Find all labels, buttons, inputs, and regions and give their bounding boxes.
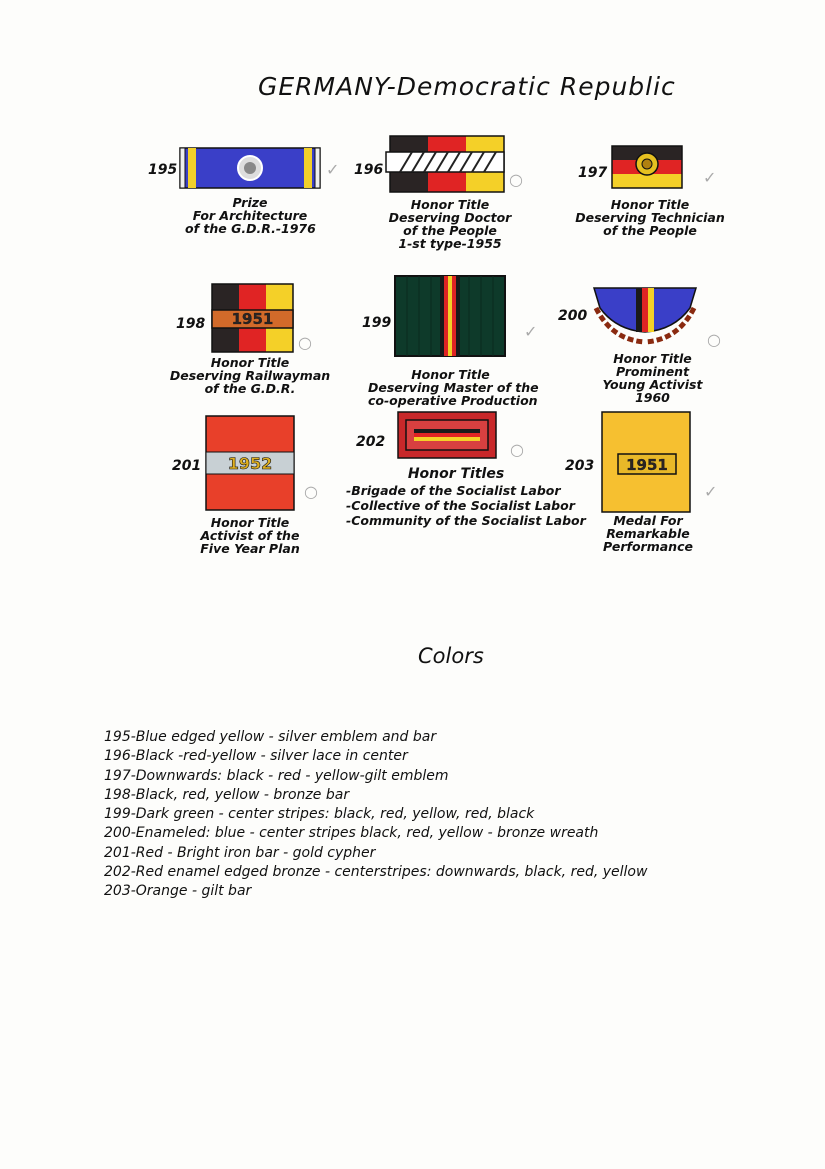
ribbon-caption-201: Honor Title Activist of the Five Year Plan	[200, 515, 300, 556]
ribbon-caption-199: Honor Title Deserving Master of the co-operative Production	[368, 367, 539, 408]
ribbon-195	[180, 148, 320, 190]
ribbon-202	[398, 412, 498, 460]
ribbon-caption-197: Honor Title Deserving Technician of the People	[575, 197, 725, 238]
ribbon-number-196: 196	[354, 162, 384, 178]
colors-heading: Colors	[418, 644, 484, 668]
legend-line: 201-Red - Bright iron bar - gold cypher	[104, 844, 376, 861]
page-title: GERMANY-Democratic Republic	[258, 72, 676, 101]
check-mark-199: ✓	[524, 322, 538, 341]
check-mark-196: ○	[509, 170, 523, 189]
color-legend	[104, 728, 647, 902]
bar-text-203: 1951	[626, 456, 668, 474]
ribbon-caption-196: Honor Title Deserving Doctor of the People 1-st type-1955	[388, 197, 512, 251]
check-mark-200: ○	[707, 330, 721, 349]
legend-line: 196-Black -red-yellow - silver lace in center	[104, 748, 408, 765]
ribbon-caption-200: Honor Title Prominent Young Activist 1960	[602, 351, 703, 405]
check-mark-197: ✓	[703, 168, 717, 187]
ribbon-number-201: 201	[172, 458, 202, 474]
ribbon-197	[612, 146, 684, 190]
legend-line: 198-Black, red, yellow - bronze bar	[104, 786, 350, 803]
check-mark-203: ✓	[704, 482, 718, 501]
ribbon-number-203: 203	[565, 458, 595, 474]
ribbon-number-198: 198	[176, 316, 206, 332]
ribbon-number-199: 199	[362, 315, 392, 331]
legend-line: 203-Orange - gilt bar	[104, 883, 252, 900]
legend-line: 199-Dark green - center stripes: black, red, yellow, red, black	[104, 806, 535, 823]
legend-line: 195-Blue edged yellow - silver emblem and bar	[104, 729, 437, 745]
ribbon-number-200: 200	[558, 308, 588, 324]
ribbon-196	[390, 136, 506, 194]
ribbon-caption-195: Prize For Architecture of the G.D.R.-1976	[185, 195, 316, 236]
bar-text-201: 1952	[227, 454, 273, 473]
ribbon-200	[592, 286, 700, 346]
ribbon-caption-202: Honor Titles -Brigade of the Socialist Labor -Collective of the Socialist Labor -Community of the Socialist Labor	[346, 466, 586, 528]
ribbon-number-195: 195	[148, 162, 178, 178]
check-mark-201: ○	[304, 482, 318, 501]
ribbon-caption-198: Honor Title Deserving Railwayman of the G.D.R.	[169, 355, 331, 396]
ribbon-number-202: 202	[356, 434, 386, 450]
ribbon-198	[212, 284, 294, 354]
ribbon-203	[602, 412, 692, 514]
check-mark-202: ○	[510, 440, 524, 459]
legend-line: 202-Red enamel edged bronze - centerstripes: downwards, black, red, yellow	[104, 864, 648, 881]
legend-line: 197-Downwards: black - red - yellow-gilt emblem	[104, 767, 449, 784]
ribbon-199	[395, 276, 507, 358]
legend-line: 200-Enameled: blue - center stripes black, red, yellow - bronze wreath	[104, 825, 599, 842]
check-mark-195: ✓	[326, 160, 340, 179]
ribbon-caption-203: Medal For Remarkable Performance	[603, 513, 693, 554]
ribbon-201	[206, 416, 296, 512]
check-mark-198: ○	[298, 333, 312, 352]
ribbon-number-197: 197	[578, 165, 608, 181]
bar-text-198: 1951	[231, 310, 274, 328]
